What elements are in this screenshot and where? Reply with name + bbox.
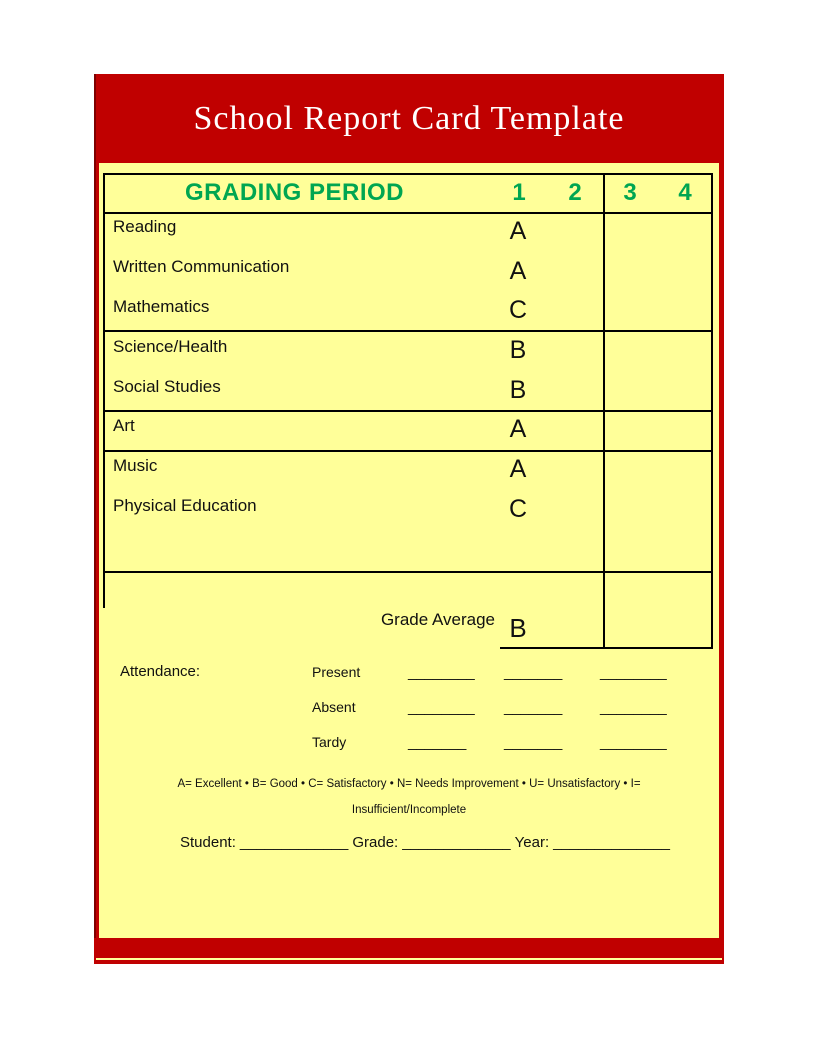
grade-value: B: [509, 336, 527, 364]
attendance-tardy-blank-2[interactable]: _______: [504, 734, 563, 751]
year-blank[interactable]: ______________: [553, 834, 670, 851]
period-2-header: 2: [568, 179, 582, 206]
subject-label: Reading: [113, 217, 177, 236]
grade-average-value: B: [509, 613, 527, 643]
subject-label: Physical Education: [113, 496, 257, 515]
period-3-header: 3: [623, 179, 637, 206]
attendance-absent-blank-2[interactable]: _______: [504, 699, 563, 716]
subject-label: Science/Health: [113, 337, 228, 356]
period-1-header: 1: [512, 179, 526, 206]
attendance-present-blank-1[interactable]: ________: [408, 664, 475, 681]
subject-label: Art: [113, 416, 135, 435]
attendance-present-blank-3[interactable]: ________: [600, 664, 667, 681]
subject-label: Social Studies: [113, 377, 221, 396]
table-border-right: [711, 173, 713, 649]
table-column-divider: [603, 173, 605, 649]
table-row-divider: [103, 330, 713, 332]
attendance-absent-label: Absent: [312, 699, 356, 715]
student-blank[interactable]: _____________: [239, 834, 349, 851]
grade-blank[interactable]: _____________: [402, 834, 511, 851]
attendance-absent-blank-3[interactable]: ________: [600, 699, 667, 716]
grade-value: A: [509, 257, 527, 285]
grade-value: C: [508, 296, 528, 324]
attendance-tardy-blank-1[interactable]: _______: [408, 734, 467, 751]
year-label: Year:: [514, 834, 550, 851]
attendance-section-label: Attendance:: [120, 663, 201, 680]
grade-value: A: [509, 217, 527, 245]
student-label: Student:: [180, 834, 236, 851]
subject-label: Written Communication: [113, 257, 290, 276]
attendance-tardy-label: Tardy: [312, 734, 347, 750]
attendance-absent-blank-1[interactable]: ________: [408, 699, 475, 716]
table-border-bottom: [500, 647, 713, 649]
table-row-divider: [103, 571, 713, 573]
grade-value: A: [509, 455, 527, 483]
subject-label: Mathematics: [113, 297, 210, 316]
student-info-line: [180, 834, 674, 851]
table-border-left: [103, 173, 105, 608]
left-edge-line: [94, 74, 96, 964]
grade-label: Grade:: [352, 834, 399, 851]
grade-legend-line-1: A= Excellent • B= Good • C= Satisfactory • N= Needs Improvement • U= Unsatisfactory • I=: [177, 778, 641, 790]
title-band: [94, 74, 724, 163]
table-row-divider: [103, 410, 713, 412]
grade-value: C: [508, 495, 528, 523]
footer-band: [94, 938, 724, 964]
grading-period-header: GRADING PERIOD: [185, 179, 405, 206]
period-4-header: 4: [678, 179, 692, 206]
subject-label: Music: [113, 456, 158, 475]
attendance-present-label: Present: [312, 664, 361, 680]
grade-legend-line-2: Insufficient/Incomplete: [351, 804, 467, 816]
table-border-top: [103, 173, 713, 175]
table-row-divider: [103, 450, 713, 452]
footer-accent-line: [96, 958, 722, 960]
attendance-present-blank-2[interactable]: _______: [504, 664, 563, 681]
page-title: School Report Card Template: [193, 99, 625, 137]
table-row-divider: [103, 212, 713, 214]
grade-average-label: Grade Average: [380, 610, 495, 629]
grading-table: [103, 173, 713, 649]
attendance-tardy-blank-3[interactable]: ________: [600, 734, 667, 751]
grade-value: A: [509, 415, 527, 443]
grade-value: B: [509, 376, 527, 404]
